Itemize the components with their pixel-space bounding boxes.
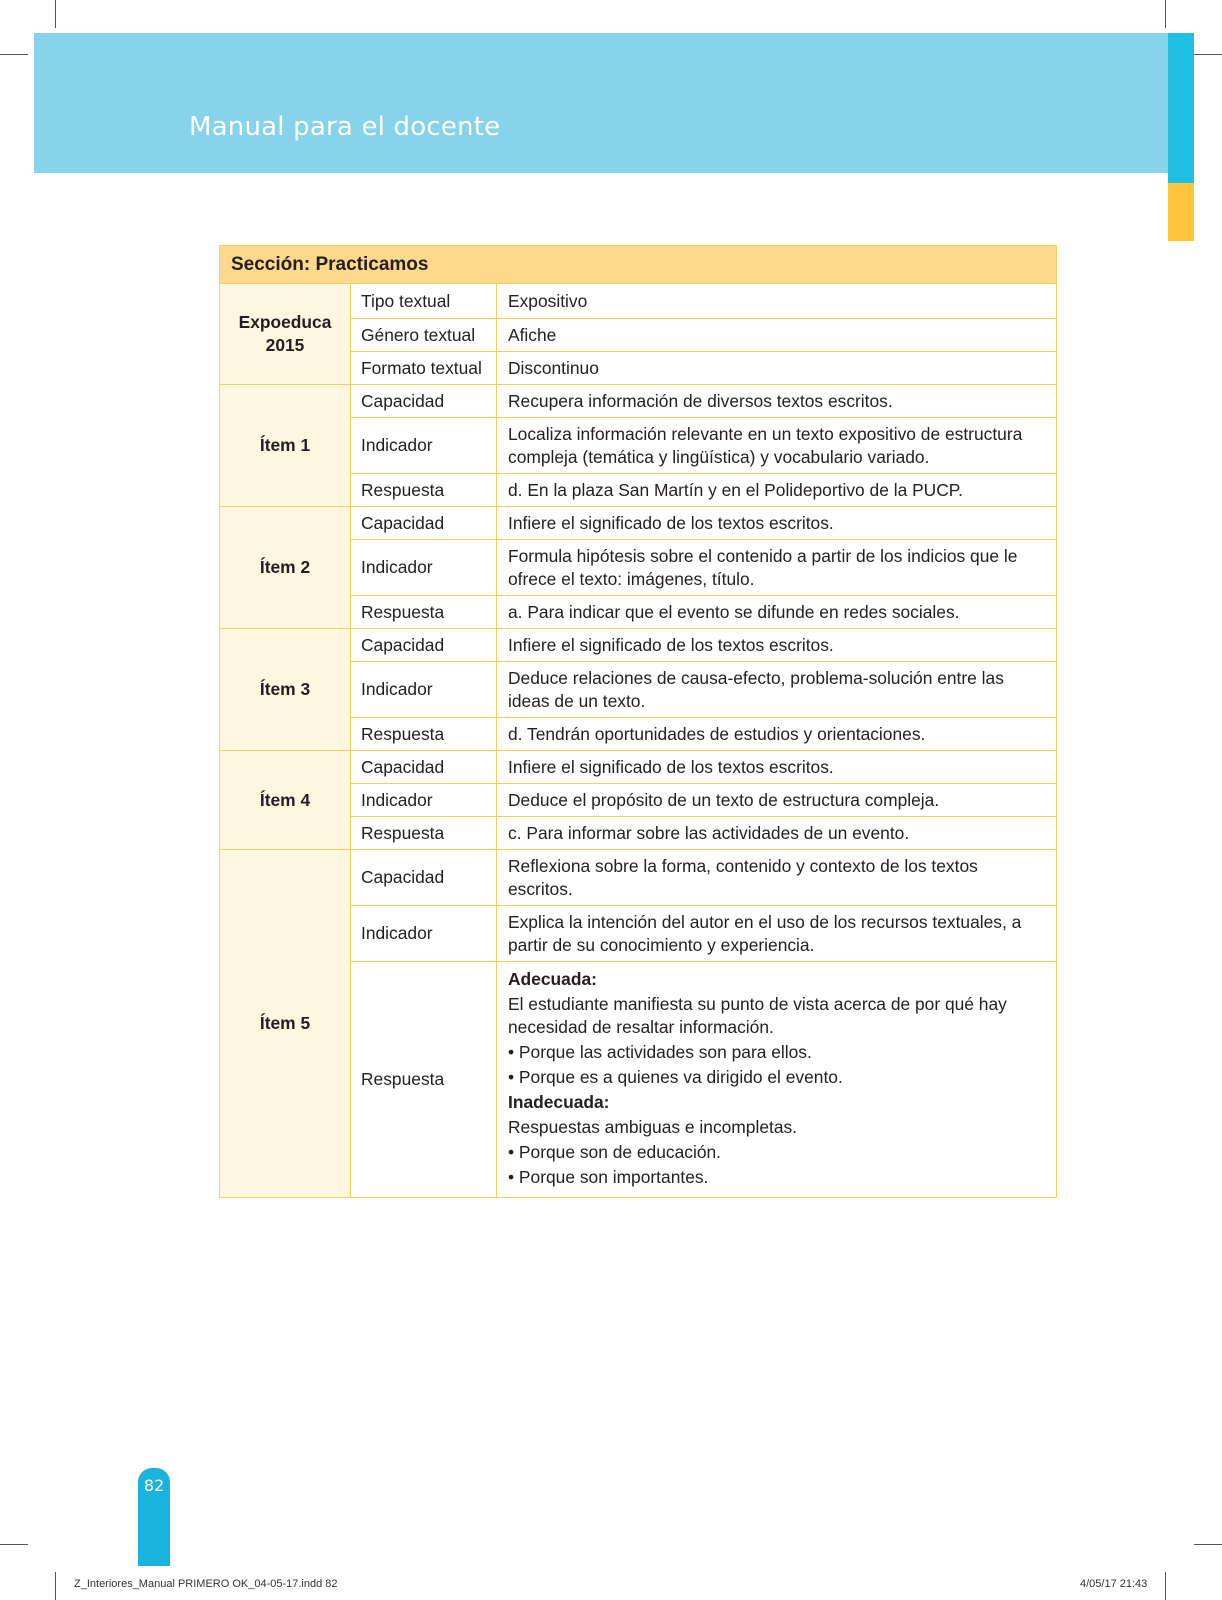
crop-mark — [1194, 54, 1222, 55]
page-number-tab — [138, 1468, 170, 1566]
crop-mark — [0, 54, 28, 55]
respuesta-value: d. Tendrán oportunidades de estudios y orientaciones. — [497, 718, 1057, 751]
row-value: Expositivo — [497, 284, 1057, 319]
crop-mark — [1194, 1544, 1222, 1545]
inadecuada-bullet: • Porque son importantes. — [508, 1167, 709, 1187]
indicador-label: Indicador — [351, 906, 497, 962]
indicador-value: Formula hipótesis sobre el contenido a partir de los indicios que le ofrece el texto: imágenes, título. — [497, 540, 1057, 596]
footer-file-slug: Z_Interiores_Manual PRIMERO OK_04-05-17.indd 82 — [74, 1578, 338, 1590]
item-name: Ítem 1 — [220, 385, 351, 507]
inadecuada-text: Respuestas ambiguas e incompletas. — [508, 1117, 798, 1137]
page-number: 82 — [143, 1476, 165, 1495]
adecuada-bullet: • Porque es a quienes va dirigido el evento. — [508, 1067, 843, 1087]
respuesta-label: Respuesta — [351, 596, 497, 629]
capacidad-label: Capacidad — [351, 385, 497, 418]
inadecuada-bullet: • Porque son de educación. — [508, 1142, 721, 1162]
section-title: Sección: Practicamos — [220, 246, 1057, 284]
indicador-label: Indicador — [351, 540, 497, 596]
capacidad-label: Capacidad — [351, 629, 497, 662]
footer-date: 4/05/17 21:43 — [1080, 1578, 1148, 1590]
item-name: Ítem 3 — [220, 629, 351, 751]
table-row — [220, 284, 1057, 319]
indicador-value: Explica la intención del autor en el uso de los recursos textuales, a partir de su conocimiento y experiencia. — [497, 906, 1057, 962]
crop-mark — [0, 1544, 28, 1545]
indicador-label: Indicador — [351, 784, 497, 817]
crop-mark — [1165, 0, 1166, 28]
adecuada-title: Adecuada: — [508, 969, 597, 989]
indicador-value: Deduce el propósito de un texto de estructura compleja. — [497, 784, 1057, 817]
header-band — [34, 33, 1168, 173]
capacidad-value: Reflexiona sobre la forma, contenido y contexto de los textos escritos. — [497, 850, 1057, 906]
capacidad-value: Infiere el significado de los textos escritos. — [497, 507, 1057, 540]
expoeduca-year: 2015 — [265, 335, 305, 355]
row-label: Género textual — [351, 319, 497, 352]
respuesta-label: Respuesta — [351, 817, 497, 850]
inadecuada-title: Inadecuada: — [508, 1092, 610, 1112]
item-name: Ítem 2 — [220, 507, 351, 629]
item-name: Ítem 5 — [220, 850, 351, 1198]
capacidad-label: Capacidad — [351, 850, 497, 906]
expoeduca-name: Expoeduca — [238, 312, 332, 332]
indicador-value: Deduce relaciones de causa-efecto, problema-solución entre las ideas de un texto. — [497, 662, 1057, 718]
capacidad-value: Infiere el significado de los textos escritos. — [497, 629, 1057, 662]
crop-mark — [55, 0, 56, 28]
row-label: Formato textual — [351, 352, 497, 385]
expoeduca-cell — [220, 284, 351, 385]
capacidad-value: Infiere el significado de los textos escritos. — [497, 751, 1057, 784]
page-header-title: Manual para el docente — [189, 112, 501, 142]
row-value: Afiche — [497, 319, 1057, 352]
table-row — [220, 751, 1057, 784]
respuesta-value: a. Para indicar que el evento se difunde en redes sociales. — [497, 596, 1057, 629]
table-row — [220, 629, 1057, 662]
respuesta-value: c. Para informar sobre las actividades de un evento. — [497, 817, 1057, 850]
indicador-label: Indicador — [351, 418, 497, 474]
capacidad-label: Capacidad — [351, 751, 497, 784]
item-name: Ítem 4 — [220, 751, 351, 850]
table-row — [220, 850, 1057, 906]
indicador-value: Localiza información relevante en un texto expositivo de estructura compleja (temática y lingüística) y vocabulario variado. — [497, 418, 1057, 474]
respuesta-label: Respuesta — [351, 474, 497, 507]
capacidad-label: Capacidad — [351, 507, 497, 540]
edge-tab-yellow — [1168, 183, 1194, 241]
edge-tab-blue — [1168, 33, 1194, 183]
respuesta-label: Respuesta — [351, 718, 497, 751]
capacidad-value: Recupera información de diversos textos escritos. — [497, 385, 1057, 418]
respuesta-label: Respuesta — [351, 962, 497, 1198]
adecuada-bullet: • Porque las actividades son para ellos. — [508, 1042, 812, 1062]
row-label: Tipo textual — [351, 284, 497, 319]
adecuada-text: El estudiante manifiesta su punto de vista acerca de por qué hay necesidad de resaltar información. — [508, 994, 1007, 1037]
section-header-row — [220, 246, 1057, 284]
respuesta-value: d. En la plaza San Martín y en el Polideportivo de la PUCP. — [497, 474, 1057, 507]
indicador-label: Indicador — [351, 662, 497, 718]
respuesta-detail — [497, 962, 1057, 1198]
crop-mark — [1165, 1572, 1166, 1600]
practicamos-table — [219, 245, 1057, 1198]
crop-mark — [55, 1572, 56, 1600]
table-row — [220, 385, 1057, 418]
table-row — [220, 507, 1057, 540]
row-value: Discontinuo — [497, 352, 1057, 385]
